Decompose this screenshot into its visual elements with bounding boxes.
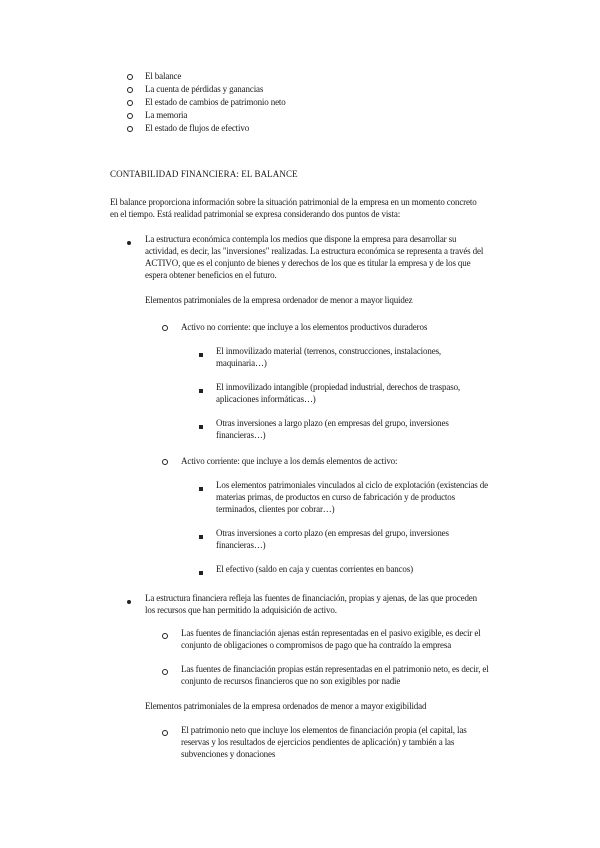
square-bullet-icon — [199, 482, 203, 494]
circle-bullet-icon — [162, 666, 168, 678]
top-list-item: La memoria — [145, 110, 188, 120]
list-item: El inmovilizado intangible (propiedad industrial, derechos de traspaso, — [216, 382, 461, 392]
elements-heading: Elementos patrimoniales de la empresa ordenador de menor a mayor liquidez — [145, 295, 413, 305]
economic-line: actividad, es decir, las "inversiones" realizadas. La estructura económica se representa a través del — [145, 246, 484, 256]
square-bullet-icon — [199, 566, 203, 578]
list-item: Las fuentes de financiación ajenas están representadas en el pasivo exigible, es decir el — [181, 628, 481, 638]
circle-bullet-icon — [162, 630, 168, 642]
list-item: materias primas, de productos en curso de fabricación y de productos — [216, 492, 455, 502]
circle-bullet-icon — [162, 456, 168, 468]
current-label: Activo corriente: que incluye a los demás elementos de activo: — [181, 456, 398, 466]
circle-bullet-icon — [127, 123, 133, 135]
square-bullet-icon — [199, 530, 203, 542]
circle-bullet-icon — [162, 322, 168, 334]
list-item: Los elementos patrimoniales vinculados al ciclo de explotación (existencias de — [216, 480, 488, 490]
list-item: Las fuentes de financiación propias están representadas en el patrimonio neto, es decir, el — [181, 664, 489, 674]
circle-bullet-icon — [127, 71, 133, 83]
financial-line: los recursos que han permitido la adquisición de activo. — [145, 605, 337, 615]
elements-heading: Elementos patrimoniales de la empresa ordenados de menor a mayor exigibilidad — [145, 701, 427, 711]
list-item: conjunto de recursos financieros que no son exigibles por nadie — [181, 676, 401, 686]
square-bullet-icon — [199, 348, 203, 360]
list-item: Otras inversiones a largo plazo (en empresas del grupo, inversiones — [216, 418, 449, 428]
economic-line: espera obtener beneficios en el futuro. — [145, 270, 277, 280]
intro-line: en el tiempo. Está realidad patrimonial se expresa considerando dos puntos de vista: — [110, 209, 401, 219]
list-item: El inmovilizado material (terrenos, construcciones, instalaciones, — [216, 346, 442, 356]
list-item: conjunto de obligaciones o compromisos de pago que ha contraído la empresa — [181, 640, 452, 650]
list-item: financieras…) — [216, 540, 266, 550]
top-list-item: El estado de cambios de patrimonio neto — [145, 97, 286, 107]
list-item: Otras inversiones a corto plazo (en empresas del grupo, inversiones — [216, 528, 449, 538]
list-item: aplicaciones informáticas…) — [216, 394, 316, 404]
circle-bullet-icon — [127, 97, 133, 109]
top-list-item: El estado de flujos de efectivo — [145, 123, 250, 133]
intro-line: El balance proporciona información sobre la situación patrimonial de la empresa en un momento concreto — [110, 197, 477, 207]
financial-line: La estructura financiera refleja las fuentes de financiación, propias y ajenas, de las que proceden — [145, 593, 477, 603]
circle-bullet-icon — [127, 84, 133, 96]
top-list-item: La cuenta de pérdidas y ganancias — [145, 84, 264, 94]
economic-line: ACTIVO, que es el conjunto de bienes y derechos de los que es titular la empresa y de los que — [145, 258, 471, 268]
list-item: maquinaria…) — [216, 358, 267, 368]
equity-line: subvenciones y donaciones — [181, 749, 276, 759]
circle-bullet-icon — [162, 727, 168, 739]
disc-bullet-icon — [127, 236, 131, 248]
circle-bullet-icon — [127, 110, 133, 122]
economic-line: La estructura económica contempla los medios que dispone la empresa para desarrollar su — [145, 234, 457, 244]
square-bullet-icon — [199, 384, 203, 396]
list-item: El efectivo (saldo en caja y cuentas corrientes en bancos) — [216, 564, 413, 574]
list-item: terminados, clientes por cobrar…) — [216, 504, 335, 514]
equity-line: reservas y los resultados de ejercicios pendientes de aplicación) y también a las — [181, 737, 455, 747]
section-title: CONTABILIDAD FINANCIERA: EL BALANCE — [110, 169, 298, 179]
disc-bullet-icon — [127, 595, 131, 607]
list-item: financieras…) — [216, 430, 266, 440]
equity-line: El patrimonio neto que incluye los elementos de financiación propia (el capital, las — [181, 725, 467, 735]
non-current-label: Activo no corriente: que incluye a los elementos productivos duraderos — [181, 322, 428, 332]
square-bullet-icon — [199, 420, 203, 432]
top-list-item: El balance — [145, 71, 182, 81]
